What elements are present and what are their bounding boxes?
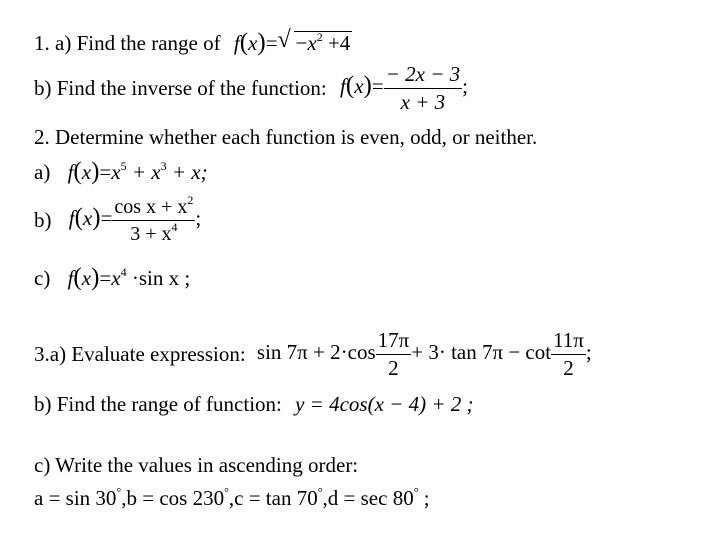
problem-2c-formula: $f(x)=x^4 \cdot\sin$ x ; bbox=[67, 264, 191, 291]
problem-3c-values: a = sin 30°,b = cos 230°,c = tan 70°,d = sec 80° ; bbox=[34, 485, 430, 510]
problem-3c: c) Write the values in ascending order: bbox=[34, 453, 359, 477]
problem-3b bbox=[34, 394, 474, 415]
problem-1b bbox=[34, 64, 468, 113]
problem-3a-formula: sin 7π + 2·cos $\frac{17\pi}{2}$ + 3· tan 7π − cot $\frac{11\pi}{2}$ ; bbox=[256, 328, 592, 380]
problem-2b-label: b) bbox=[34, 208, 52, 232]
problem-3b-label: b) Find the range of function: bbox=[34, 392, 282, 416]
fraction: $\frac{- 2x - 3}{x + 3}$ bbox=[385, 62, 461, 114]
problem-2-heading: 2. Determine whether each function is even, odd, or neither. bbox=[34, 125, 538, 149]
problem-1b-formula: f(x)= $\frac{- 2x - 3}{x + 3}$ ; bbox=[340, 62, 468, 114]
fraction-17pi-over-2: $\frac{17\pi}{2}$ bbox=[377, 328, 410, 380]
problem-1a-formula: f(x)= √ $-x^2 +4$ bbox=[233, 27, 351, 56]
problem-1a bbox=[34, 27, 352, 56]
problem-3a-label: 3.a) Evaluate expression: bbox=[34, 342, 246, 366]
problem-2a-label: a) bbox=[34, 160, 51, 184]
problem-2a-formula: $f(x)=x^5 + x^3 + x$; bbox=[67, 158, 208, 185]
problem-2b bbox=[34, 193, 202, 245]
problem-2c bbox=[34, 265, 190, 290]
problem-1b-label: b) Find the inverse of the function: bbox=[34, 76, 327, 100]
fraction: $\frac{\cos x + x^2}{3 + x^4}$ bbox=[114, 193, 194, 245]
problem-3a bbox=[34, 330, 592, 379]
problem-3b-formula: y = 4cos(x − 4) + 2 ; bbox=[295, 392, 474, 416]
problem-2a bbox=[34, 159, 208, 184]
fraction-11pi-over-2: $\frac{11\pi}{2}$ bbox=[553, 328, 584, 380]
sqrt-symbol: √ $-x^2 +4$ bbox=[277, 27, 351, 55]
problem-2b-formula: f(x)= $\frac{\cos x + x^2}{3 + x^4}$ ; bbox=[68, 193, 202, 245]
problem-2c-label: c) bbox=[34, 266, 51, 290]
problem-1a-label: 1. a) Find the range of bbox=[34, 31, 221, 55]
